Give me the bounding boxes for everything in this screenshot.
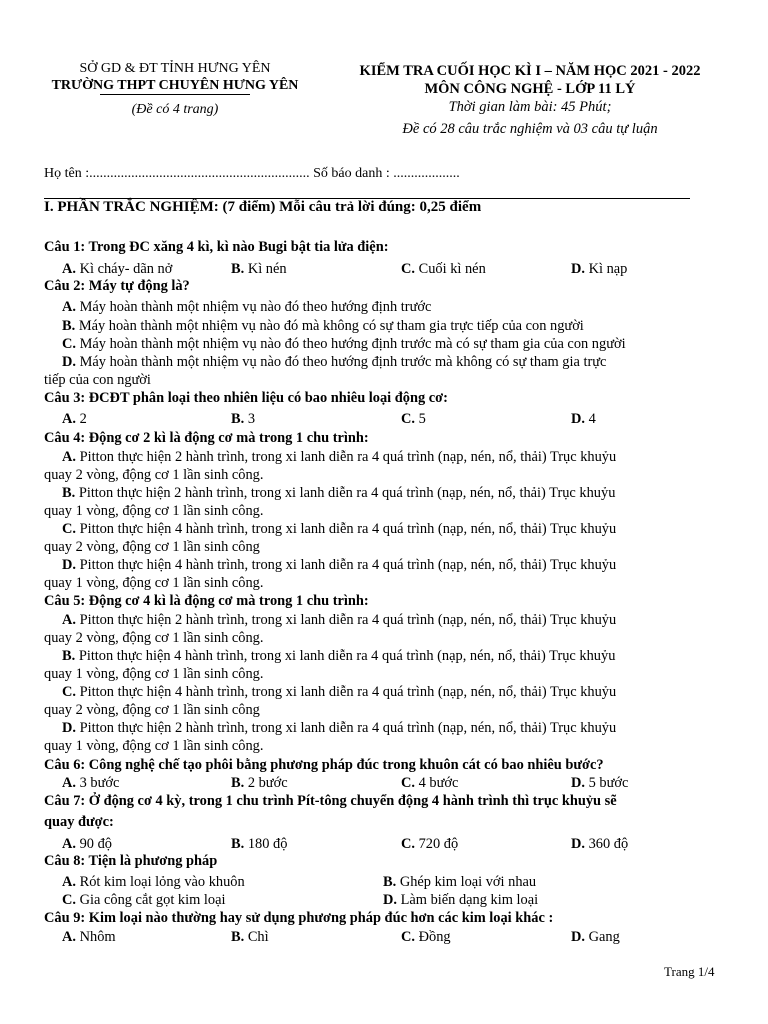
option-c: C. Gia công cắt gọt kim loại — [62, 892, 226, 908]
option-b: B. Máy hoàn thành một nhiệm vụ nào đó mà không có sự tham gia trực tiếp của con người — [62, 318, 584, 334]
option-b: B. 3 — [231, 411, 256, 427]
question-3: Câu 3: ĐCĐT phân loại theo nhiên liệu có bao nhiêu loại động cơ: — [44, 390, 448, 406]
option-d: D. Pitton thực hiện 4 hành trình, trong xi lanh diễn ra 4 quá trình (nạp, nén, nổ, thải) Trục khuỷu — [62, 557, 617, 573]
exam-title: KIỂM TRA CUỐI HỌC KÌ I – NĂM HỌC 2021 - 2022 — [359, 63, 701, 79]
question-1: Câu 1: Trong ĐC xăng 4 kì, kì nào Bugi bật tia lửa điện: — [44, 239, 389, 255]
option-d-cont: tiếp của con người — [44, 372, 151, 388]
school-name: TRƯỜNG THPT CHUYÊN HƯNG YÊN — [51, 78, 299, 93]
option-c-cont: quay 2 vòng, động cơ 1 lần sinh công — [44, 702, 260, 718]
option-d: D. Kì nạp — [571, 261, 628, 277]
option-c: C. 4 bước — [401, 775, 459, 791]
option-d-cont: quay 1 vòng, động cơ 1 lần sinh công. — [44, 575, 264, 591]
option-b-cont: quay 1 vòng, động cơ 1 lần sinh công. — [44, 666, 264, 682]
school-underline — [100, 94, 250, 95]
question-6: Câu 6: Công nghệ chế tạo phôi bằng phương pháp đúc trong khuôn cát có bao nhiêu bước? — [44, 757, 604, 773]
option-d: D. 360 độ — [571, 836, 629, 852]
option-b: B. Ghép kim loại với nhau — [383, 874, 537, 890]
department-name: SỞ GD & ĐT TỈNH HƯNG YÊN — [79, 61, 271, 76]
option-a: A. 3 bước — [62, 775, 120, 791]
option-a: A. 90 độ — [62, 836, 112, 852]
option-a: A. Pitton thực hiện 2 hành trình, trong xi lanh diễn ra 4 quá trình (nạp, nén, nổ, thải) Trục khuỷu — [62, 612, 617, 628]
option-c-cont: quay 2 vòng, động cơ 1 lần sinh công — [44, 539, 260, 555]
option-a: A. Pitton thực hiện 2 hành trình, trong xi lanh diễn ra 4 quá trình (nạp, nén, nổ, thải) Trục khuỷu — [62, 449, 617, 465]
header-right — [310, 62, 750, 138]
option-c: C. Pitton thực hiện 4 hành trình, trong xi lanh diễn ra 4 quá trình (nạp, nén, nổ, thải) Trục khuỷu — [62, 684, 617, 700]
option-b: B. Pitton thực hiện 4 hành trình, trong xi lanh diễn ra 4 quá trình (nạp, nén, nổ, thải) Trục khuỷu — [62, 648, 616, 664]
section-title: I. PHẦN TRẮC NGHIỆM: (7 điểm) Mỗi câu trả lời đúng: 0,25 điểm — [44, 199, 482, 215]
question-9: Câu 9: Kim loại nào thường hay sử dụng phương pháp đúc hơn các kim loại khác : — [44, 910, 554, 926]
question-7-cont: quay được: — [44, 814, 114, 830]
option-b: B. 2 bước — [231, 775, 288, 791]
option-d-cont: quay 1 vòng, động cơ 1 lần sinh công. — [44, 738, 264, 754]
option-c: C. Đồng — [401, 929, 451, 945]
option-b: B. Pitton thực hiện 2 hành trình, trong xi lanh diễn ra 4 quá trình (nạp, nén, nổ, thải) Trục khuỷu — [62, 485, 616, 501]
option-c: C. Pitton thực hiện 4 hành trình, trong xi lanh diễn ra 4 quá trình (nạp, nén, nổ, thải) Trục khuỷu — [62, 521, 617, 537]
exam-structure: Đề có 28 câu trắc nghiệm và 03 câu tự luận — [402, 121, 658, 137]
question-4: Câu 4: Động cơ 2 kì là động cơ mà trong 1 chu trình: — [44, 430, 369, 446]
option-a-cont: quay 2 vòng, động cơ 1 lần sinh công. — [44, 467, 264, 483]
option-c: C. Máy hoàn thành một nhiệm vụ nào đó theo hướng định trước mà có sự tham gia của con người — [62, 336, 626, 352]
option-a: A. Kì cháy- dãn nở — [62, 261, 173, 277]
option-d: D. Máy hoàn thành một nhiệm vụ nào đó theo hướng định trước mà không có sự tham gia trực — [62, 354, 607, 370]
option-c: C. Cuối kì nén — [401, 261, 486, 277]
pages-note: (Đề có 4 trang) — [131, 102, 219, 117]
student-info-line: Họ tên :............................................................... Số báo danh : ................... — [44, 166, 460, 181]
subject-title: MÔN CÔNG NGHỆ - LỚP 11 LÝ — [424, 81, 636, 97]
exam-time: Thời gian làm bài: 45 Phút; — [448, 99, 612, 115]
option-a: A. Máy hoàn thành một nhiệm vụ nào đó theo hướng định trước — [62, 299, 432, 315]
option-d: D. Pitton thực hiện 2 hành trình, trong xi lanh diễn ra 4 quá trình (nạp, nén, nổ, thải) Trục khuỷu — [62, 720, 617, 736]
question-8: Câu 8: Tiện là phương pháp — [44, 853, 218, 869]
option-b-cont: quay 1 vòng, động cơ 1 lần sinh công. — [44, 503, 264, 519]
option-d: D. 4 — [571, 411, 596, 427]
header-left — [40, 60, 310, 118]
page-number: Trang 1/4 — [664, 964, 715, 979]
question-7: Câu 7: Ở động cơ 4 kỳ, trong 1 chu trình Pít-tông chuyển động 4 hành trình thì trục khuỷu sẽ — [44, 793, 617, 809]
question-5: Câu 5: Động cơ 4 kì là động cơ mà trong 1 chu trình: — [44, 593, 369, 609]
option-a-cont: quay 2 vòng, động cơ 1 lần sinh công. — [44, 630, 264, 646]
option-a: A. Nhôm — [62, 929, 116, 945]
option-a: A. Rót kim loại lỏng vào khuôn — [62, 874, 245, 890]
question-2: Câu 2: Máy tự động là? — [44, 278, 190, 294]
option-a: A. 2 — [62, 411, 87, 427]
option-d: D. 5 bước — [571, 775, 629, 791]
option-d: D. Gang — [571, 929, 620, 945]
option-b: B. Chì — [231, 929, 269, 945]
option-b: B. 180 độ — [231, 836, 288, 852]
option-d: D. Làm biến dạng kim loại — [383, 892, 539, 908]
option-c: C. 720 độ — [401, 836, 459, 852]
option-c: C. 5 — [401, 411, 426, 427]
option-b: B. Kì nén — [231, 261, 287, 277]
